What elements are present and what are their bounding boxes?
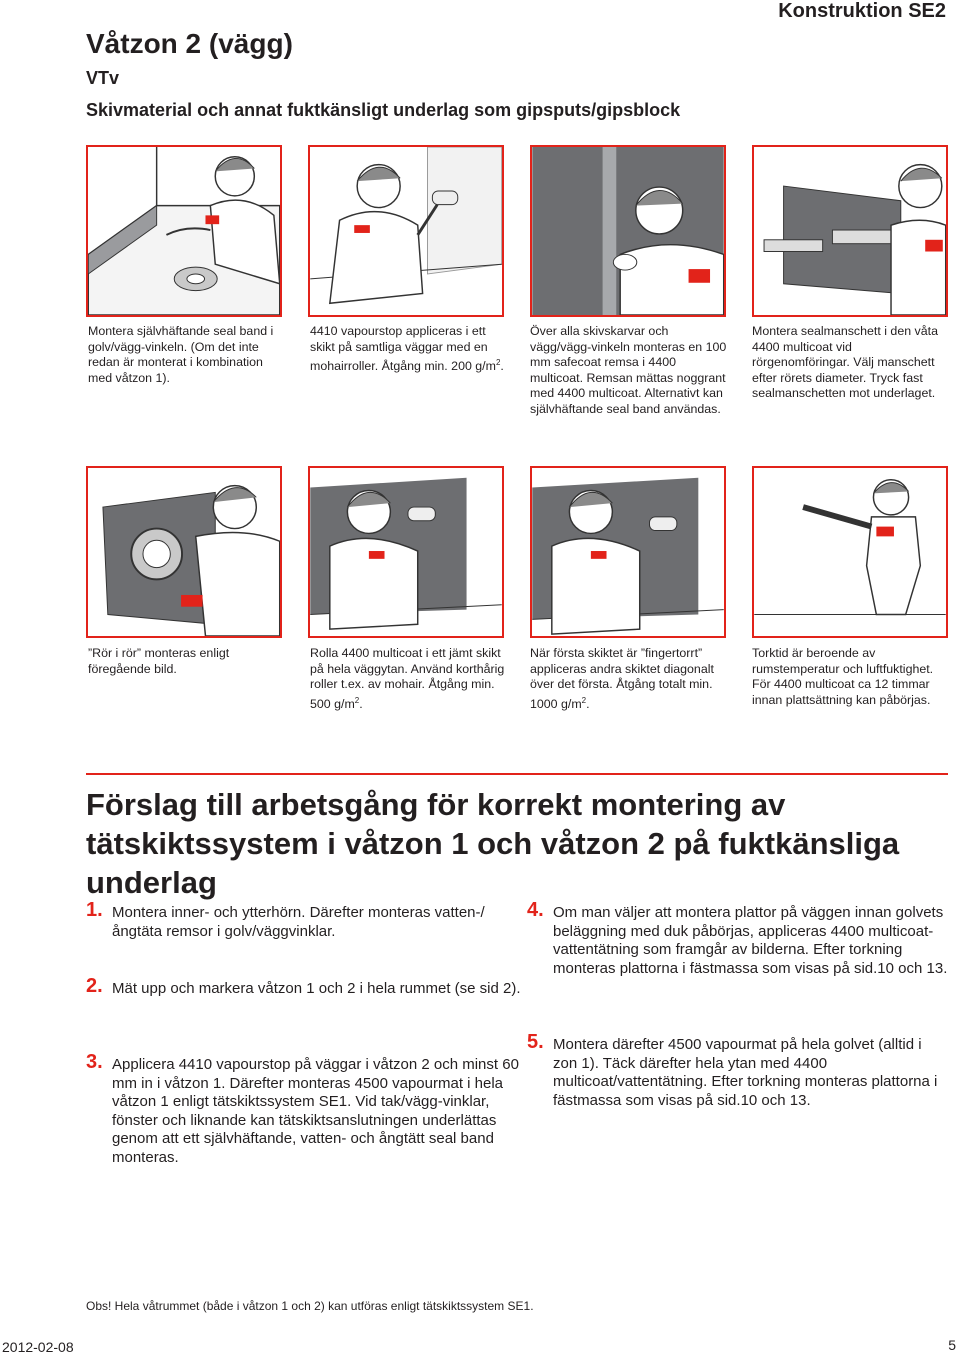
footer-date: 2012-02-08 <box>2 1339 74 1355</box>
footnote: Obs! Hela våtrummet (både i våtzon 1 och 2) kan utföras enligt tätskiktssystem SE1. <box>86 1299 534 1313</box>
step-3-number: 3. <box>86 1051 103 1073</box>
step-2-number: 2. <box>86 975 103 997</box>
section-title: Förslag till arbetsgång för korrekt montering av tätskiktssystem i våtzon 1 och våtzon 2 på fuktkänsliga underlag <box>86 787 900 900</box>
step-2 <box>86 975 522 999</box>
pipe-closeup-illustration <box>88 468 280 636</box>
section-divider <box>86 773 948 775</box>
caption-7-sup: 2 <box>581 695 587 705</box>
caption-7 <box>530 646 730 713</box>
illustration-pipe-closeup <box>86 466 282 638</box>
caption-2-end: . <box>500 359 504 374</box>
illustration-seal-band-floor <box>86 145 282 317</box>
caption-6-sup: 2 <box>354 695 360 705</box>
pipe-collar-illustration <box>754 147 946 315</box>
caption-5: ”Rör i rör” monteras enligt föregående bild. <box>88 646 230 676</box>
caption-6-text: Rolla 4400 multicoat i ett jämt skikt på hela väggytan. Använd korthårig roller t.ex. av mohair. Åtgång min. 500 g/m <box>310 646 505 711</box>
page-number: 5 <box>948 1337 956 1353</box>
second-coat-illustration <box>532 468 724 636</box>
step-1 <box>86 899 522 941</box>
caption-6 <box>310 646 510 713</box>
multicoat-roller-illustration <box>310 468 502 636</box>
illustration-finished-wall <box>752 466 948 638</box>
illustration-vapourstop-roller <box>308 145 504 317</box>
illustration-second-coat <box>530 466 726 638</box>
illustration-strip-joint <box>530 145 726 317</box>
illustration-multicoat-roller <box>308 466 504 638</box>
caption-2 <box>310 324 510 375</box>
construction-label: Konstruktion SE2 <box>778 0 946 22</box>
step-1-text: Montera inner- och ytterhörn. Därefter monteras vatten-/ångtäta remsor i golv/väggvinklar. <box>112 904 485 940</box>
caption-2-sup: 2 <box>495 358 501 368</box>
zone-code: VTv <box>86 68 120 88</box>
finished-wall-illustration <box>754 468 946 636</box>
step-5-text: Montera därefter 4500 vapourmat på hela golvet (alltid i zon 1). Täck därefter hela ytan med 4400 multicoat/vattentätning. Efter torkning monteras plattorna i fästmassa som visas på sid.10 och 13. <box>553 1036 938 1109</box>
step-4 <box>527 899 949 978</box>
step-5 <box>527 1031 949 1110</box>
zone-description: Skivmaterial och annat fuktkänsligt underlag som gipsputs/gipsblock <box>86 100 681 120</box>
caption-7-end: . <box>586 696 590 711</box>
illustration-pipe-collar <box>752 145 948 317</box>
caption-1: Montera självhäftande seal band i golv/vägg-vinkeln. (Om det inte redan är monterat i kombination med våtzon 1). <box>88 324 274 385</box>
step-3 <box>86 1051 522 1168</box>
caption-6-end: . <box>359 696 363 711</box>
strip-joint-illustration <box>532 147 724 315</box>
caption-2-text: 4410 vapourstop appliceras i ett skikt på samtliga väggar med en mohairroller. Åtgång min. 200 g/m <box>310 324 496 374</box>
step-1-number: 1. <box>86 899 103 921</box>
seal-band-floor-illustration <box>88 147 280 315</box>
vapourstop-roller-illustration <box>310 147 502 315</box>
page-title: Våtzon 2 (vägg) <box>86 28 293 59</box>
caption-3: Över alla skivskarvar och vägg/vägg-vinkeln monteras en 100 mm safecoat remsa i 4400 multicoat. Remsan mättas noggrant med 4400 multicoat. Alternativt kan självhäftande seal band användas. <box>530 324 727 416</box>
step-4-number: 4. <box>527 899 544 921</box>
caption-8: Torktid är beroende av rumstemperatur och luftfuktighet. För 4400 multicoat ca 12 timmar innan plattsättning kan påbörjas. <box>752 646 934 707</box>
step-3-text: Applicera 4410 vapourstop på väggar i våtzon 2 och minst 60 mm in i våtzon 1. Därefter monteras 4500 vapourmat i hela våtzon 1 enligt tätskiktssystem SE1. Vid tak/vägg-vinklar, fönster och liknande kan tätskiktsanslutningen underlättas genom att ett självhäftande, vatten- och ångtätt seal band monteras. <box>112 1056 519 1166</box>
step-4-text: Om man väljer att montera plattor på väggen innan golvets beläggning med duk påbörjas, appliceras 4400 multicoat-vattentätning som framgår av bilderna. Efter torkning monteras plattorna i fästmassa som visas på sid.10 och 13. <box>553 904 948 977</box>
step-5-number: 5. <box>527 1031 544 1053</box>
step-2-text: Mät upp och markera våtzon 1 och 2 i hela rummet (se sid 2). <box>112 980 521 997</box>
caption-4: Montera sealmanschett i den våta 4400 multicoat vid rörgenomföringar. Välj manschett efter rörets diameter. Tryck fast sealmanschetten mot underlaget. <box>752 324 938 401</box>
caption-7-text: När första skiktet är ”fingertorrt” appliceras andra skiktet diagonalt över det första. Åtgång totalt min. 1000 g/m <box>530 646 714 711</box>
